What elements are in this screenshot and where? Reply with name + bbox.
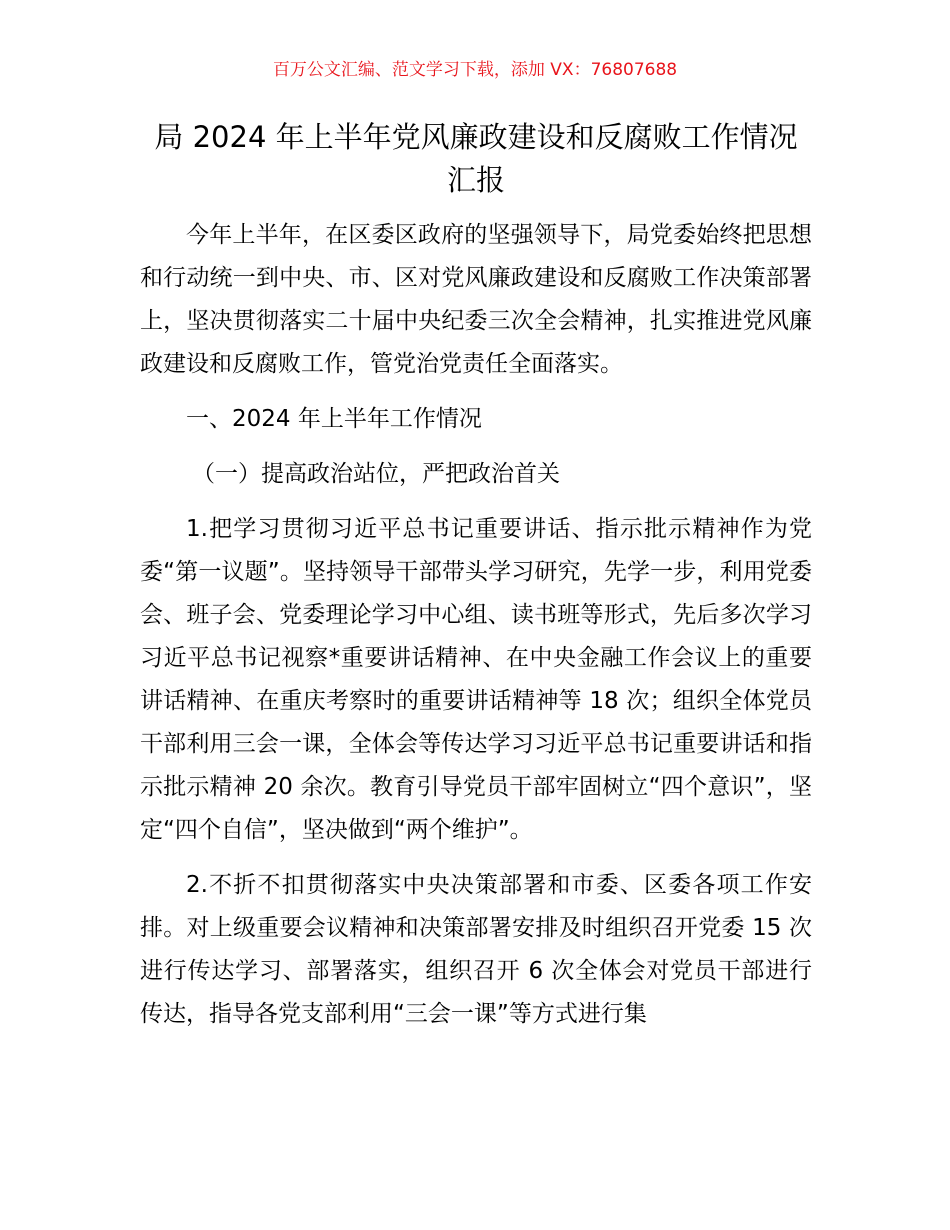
- section-heading: 一、2024 年上半年工作情况: [186, 406, 482, 432]
- subsection-heading: （一）提高政治站位，严把政治首关: [192, 461, 560, 487]
- promo-banner: 百万公文汇编、范文学习下载，添加 VX：76807688: [272, 60, 678, 80]
- item-paragraph-2: 2.不折不扣贯彻落实中央决策部署和市委、区委各项工作安排。对上级重要会议精神和决策部署安排及时组织召开党委 15 次进行传达学习、部署落实，组织召开 6 次全体会对党员干部进行传达，指导各党支部利用“三会一课”等方式进行集: [140, 872, 812, 1027]
- item-paragraph-1: 1.把学习贯彻习近平总书记重要讲话、指示批示精神作为党委“第一议题”。坚持领导干部带头学习研究，先学一步，利用党委会、班子会、党委理论学习中心组、读书班等形式，先后多次学习习近平总书记视察*重要讲话精神、在中央金融工作会议上的重要讲话精神、在重庆考察时的重要讲话精神等 18 次；组织全体党员干部利用三会一课，全体会等传达学习习近平总书记重要讲话和指示批示精神 20 余次。教育引导党员干部牢固树立“四个意识”，坚定“四个自信”，坚决做到“两个维护”。: [140, 516, 812, 843]
- intro-paragraph: 今年上半年，在区委区政府的坚强领导下，局党委始终把思想和行动统一到中央、市、区对党风廉政建设和反腐败工作决策部署上，坚决贯彻落实二十届中央纪委三次全会精神，扎实推进党风廉政建设和反腐败工作，管党治党责任全面落实。: [140, 222, 812, 377]
- document-title: 局 2024 年上半年党风廉政建设和反腐败工作情况汇报: [154, 120, 798, 197]
- document-body: [140, 214, 812, 1036]
